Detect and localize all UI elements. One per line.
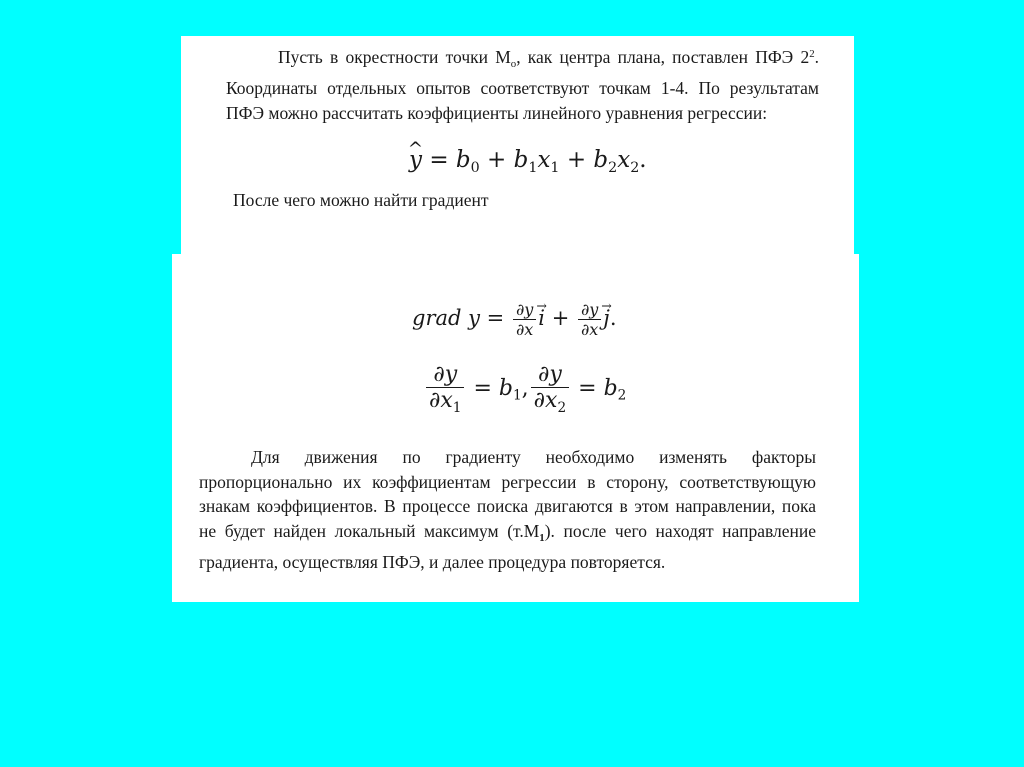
partial-fraction-1	[426, 362, 464, 416]
regression-plus-2: +	[566, 147, 587, 173]
coef-b0-sub: 0	[470, 159, 480, 176]
gradient-frac2-den: ∂x	[578, 319, 601, 339]
partial-den-2-sub: 2	[557, 399, 567, 416]
partial-rhs-2: b	[603, 375, 618, 401]
partial-den-2: ∂x	[533, 388, 558, 413]
coef-b2: b	[593, 147, 609, 173]
partial-num-1: ∂y	[433, 362, 458, 387]
partial-rhs-1-sub: 1	[513, 387, 522, 404]
gradient-fraction-y	[578, 300, 601, 339]
gradient-frac2-num: ∂y	[580, 300, 599, 319]
gradient-eq: =	[486, 306, 505, 330]
coef-b2-sub: 2	[608, 159, 618, 176]
regression-eq: =	[429, 147, 449, 173]
intro-power: 2	[809, 48, 815, 60]
gradient-end: .	[609, 306, 617, 330]
regression-lhs: ^ y	[409, 147, 422, 173]
gradient-frac1-num: ∂y	[515, 300, 534, 319]
partial-den-1-wrap	[426, 387, 464, 416]
partial-rhs-2-sub: 2	[617, 387, 627, 404]
gradient-lhs: grad y	[412, 306, 480, 330]
partial-den-1-sub: 1	[452, 399, 462, 416]
var-x1-sub: 1	[550, 159, 560, 176]
bottom-text-panel	[172, 254, 859, 602]
gradient-frac1-den: ∂x	[513, 319, 536, 339]
partial-num-2: ∂y	[538, 362, 562, 387]
partial-comma: ,	[521, 375, 529, 401]
motion-point-subscript: 1	[539, 531, 545, 544]
partial-fraction-2	[531, 362, 569, 416]
unit-vector-j: → j	[603, 306, 610, 330]
gradient-equation	[412, 300, 617, 339]
regression-equation	[409, 147, 647, 176]
after-paragraph: После чего можно найти градиент	[233, 190, 489, 210]
intro-paragraph	[226, 42, 819, 126]
coef-b0: b	[455, 147, 471, 173]
partial-eq-1: =	[473, 375, 492, 401]
var-x2: x	[617, 147, 631, 173]
partial-den-2-wrap	[531, 387, 569, 416]
intro-point-subscript: o	[510, 57, 517, 70]
coef-b1-sub: 1	[528, 159, 538, 176]
unit-vector-i: → i	[538, 306, 545, 330]
gradient-fraction-x	[513, 300, 536, 339]
intro-text-3: . Координаты отдельных опытов соответствуют точкам 1-4. По результатам ПФЭ можно рассчитать коэффициенты линейного уравнения регрессии:	[226, 46, 819, 123]
motion-text-2: ). после чего находят направление градиента, осуществляя ПФЭ, и далее процедура повторяется.	[199, 520, 816, 573]
regression-plus-1: +	[487, 147, 507, 173]
var-x1: x	[537, 147, 551, 173]
motion-paragraph	[199, 445, 816, 575]
var-x2-sub: 2	[630, 159, 640, 176]
partial-eq-2: =	[578, 375, 597, 401]
regression-end: .	[639, 147, 647, 173]
partial-rhs-1: b	[498, 375, 513, 401]
top-text-panel	[181, 36, 854, 256]
coef-b1: b	[513, 147, 529, 173]
partial-derivatives	[424, 362, 626, 416]
intro-text-1: Пусть в окрестности точки М	[278, 46, 511, 67]
intro-text-2: , как центра плана, поставлен ПФЭ 2	[516, 46, 810, 67]
partial-den-1: ∂x	[429, 388, 453, 413]
motion-text-1: Для движения по градиенту необходимо изменять факторы пропорционально их коэффициентам регрессии в сторону, соответствующую знакам коэффициентов. В процессе поиска двигаются в этом направлении, пока не будет найден локальный максимум (т.М	[199, 447, 816, 541]
gradient-plus: +	[551, 306, 570, 330]
